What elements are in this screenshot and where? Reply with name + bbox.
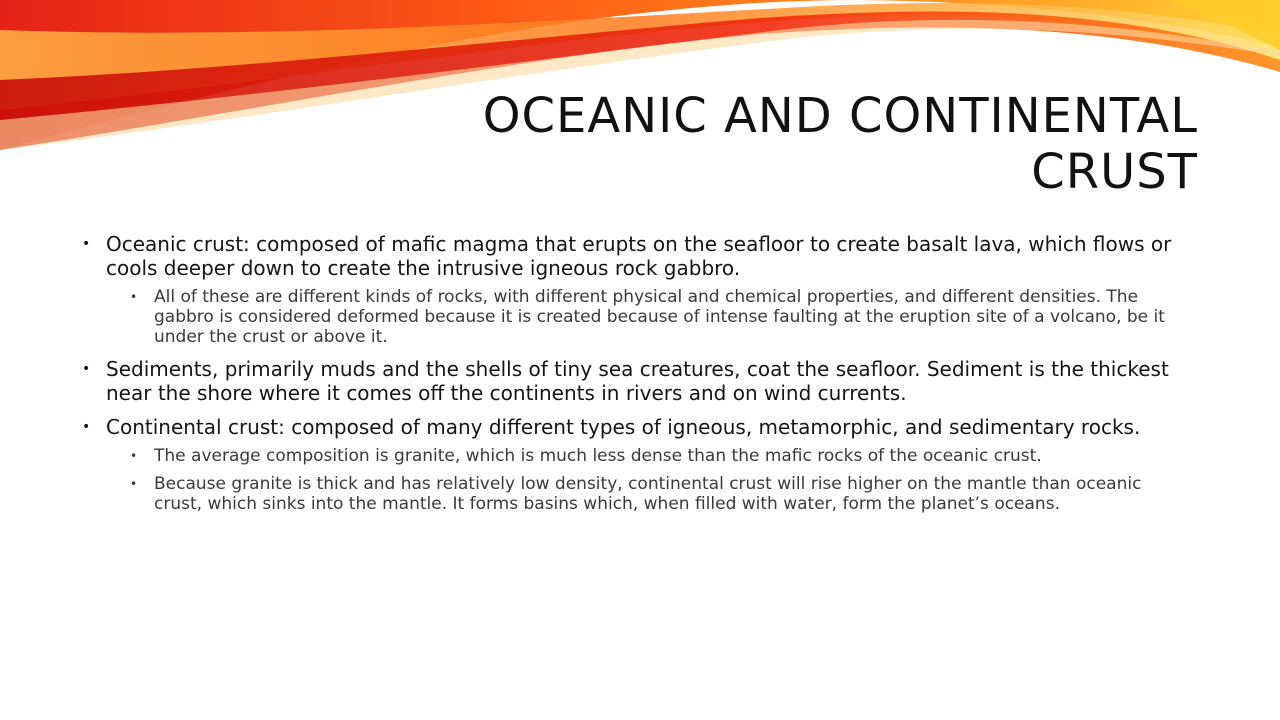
title-line-2: CRUST	[1031, 144, 1198, 200]
slide-content	[82, 232, 1192, 524]
slide-title	[298, 88, 1198, 200]
sub-bullet-list	[106, 446, 1192, 514]
sub-bullet-text: All of these are different kinds of rocks, with different physical and chemical properties, and different densities. The gabbro is considered deformed because it is created because of intense faulting at the eruption site of a volcano, be it under the crust or above it.	[154, 287, 1165, 347]
sub-bullet-granite-density	[130, 474, 1192, 514]
sub-bullet-granite-composition	[130, 446, 1192, 466]
bullet-oceanic-crust	[82, 232, 1192, 347]
bullet-sediments	[82, 357, 1192, 405]
bullet-list	[82, 232, 1192, 514]
bullet-text: Oceanic crust: composed of mafic magma that erupts on the seafloor to create basalt lava, which flows or cools deeper down to create the intrusive igneous rock gabbro.	[106, 232, 1172, 280]
bullet-dot-icon: •	[130, 449, 138, 463]
sub-bullet-rock-types	[130, 287, 1192, 347]
bullet-dot-icon: •	[82, 419, 91, 435]
bullet-dot-icon: •	[130, 477, 138, 491]
bullet-dot-icon: •	[130, 290, 138, 304]
bullet-dot-icon: •	[82, 361, 91, 377]
bullet-dot-icon: •	[82, 236, 91, 252]
bullet-text: Continental crust: composed of many different types of igneous, metamorphic, and sedimentary rocks.	[106, 415, 1141, 439]
sub-bullet-text: The average composition is granite, which is much less dense than the mafic rocks of the oceanic crust.	[154, 446, 1042, 466]
sub-bullet-list	[106, 287, 1192, 347]
bullet-continental-crust	[82, 415, 1192, 514]
bullet-text: Sediments, primarily muds and the shells of tiny sea creatures, coat the seafloor. Sediment is the thickest near the shore where it comes off the continents in rivers and on wind currents.	[106, 357, 1169, 405]
sub-bullet-text: Because granite is thick and has relatively low density, continental crust will rise higher on the mantle than oceanic crust, which sinks into the mantle. It forms basins which, when filled with water, form the planet’s oceans.	[154, 474, 1142, 514]
title-line-1: OCEANIC AND CONTINENTAL	[482, 88, 1198, 144]
